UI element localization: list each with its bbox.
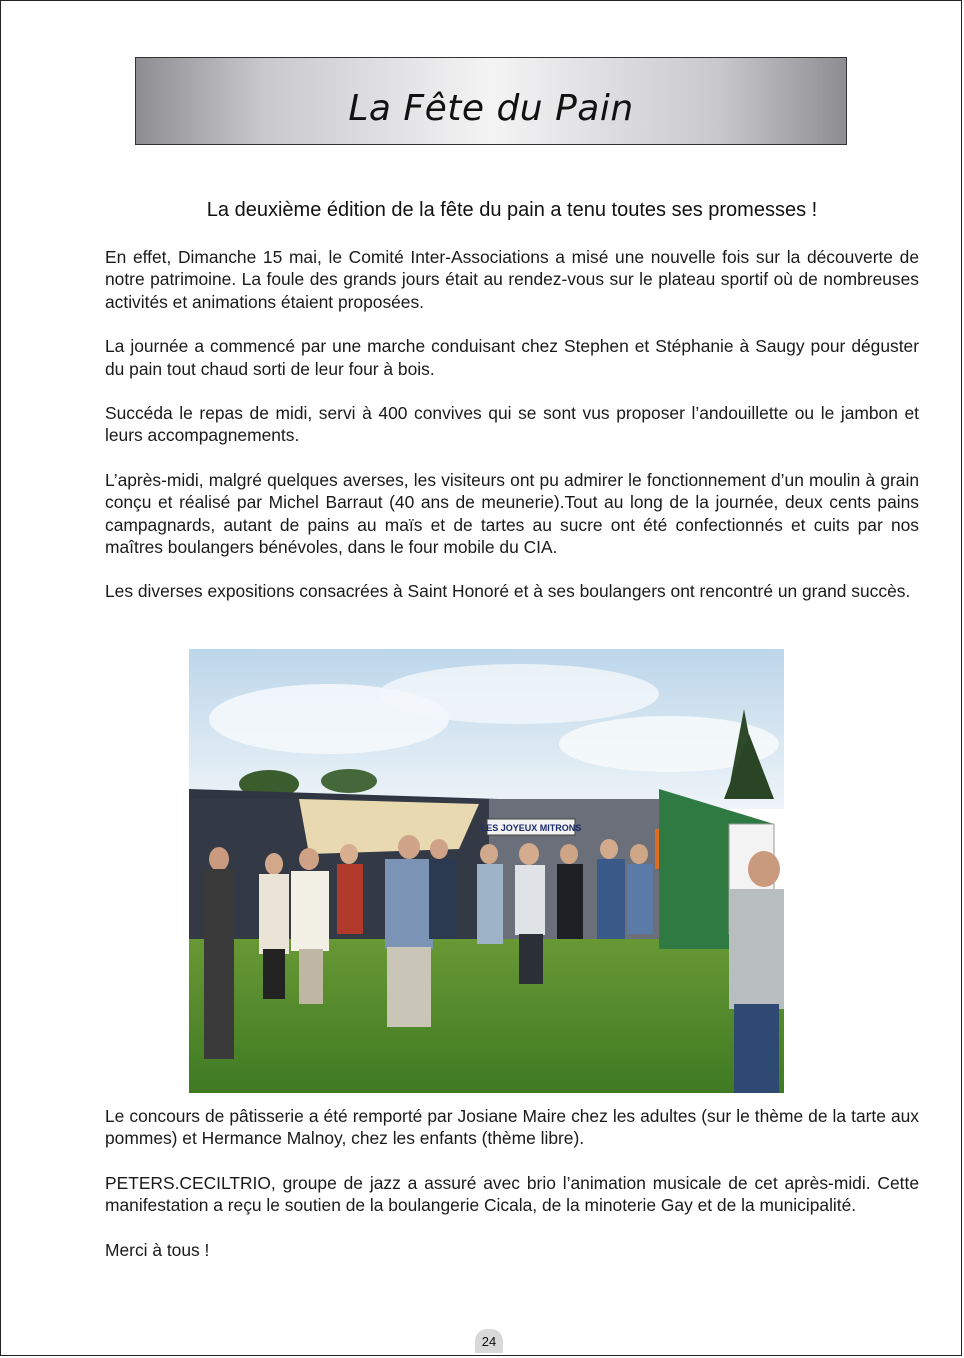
- page-number: 24: [475, 1329, 503, 1353]
- event-photo-illustration: [189, 649, 784, 1093]
- paragraph: La journée a commencé par une marche conduisant chez Stephen et Stéphanie à Saugy pour déguster du pain tout chaud sorti de leur four à bois.: [105, 336, 919, 379]
- paragraph: Les diverses expositions consacrées à Saint Honoré et à ses boulangers ont rencontré un grand succès.: [105, 581, 911, 602]
- article-body-bottom: [105, 1105, 919, 1283]
- page-title: La Fête du Pain: [348, 87, 634, 129]
- subtitle: La deuxième édition de la fête du pain a tenu toutes ses promesses !: [206, 199, 818, 221]
- paragraph: Succéda le repas de midi, servi à 400 convives qui se sont vus proposer l’andouillette ou le jambon et leurs accompagnements.: [105, 403, 919, 446]
- paragraph: Merci à tous !: [105, 1239, 210, 1260]
- paragraph: PETERS.CECILTRIO, groupe de jazz a assuré avec brio l’animation musicale de cet après-midi. Cette manifestation a reçu le soutien de la boulangerie Cicala, de la minoterie Gay et de la municipalité.: [105, 1172, 919, 1216]
- event-photo: [189, 649, 784, 1093]
- paragraph: Le concours de pâtisserie a été remporté par Josiane Maire chez les adultes (sur le thème de la tarte aux pommes) et Hermance Malnoy, chez les enfants (thème libre).: [105, 1106, 919, 1149]
- article-body-top: [105, 246, 919, 625]
- canopy: [299, 799, 479, 854]
- paragraph: En effet, Dimanche 15 mai, le Comité Inter-Associations a misé une nouvelle fois sur la découverte de notre patrimoine. La foule des grands jours était au rendez-vous sur le plateau sportif où de nombreuses activités et animations étaient proposées.: [105, 247, 919, 312]
- title-banner: [135, 57, 847, 145]
- paragraph: L’après-midi, malgré quelques averses, les visiteurs ont pu admirer le fonctionnement d’un moulin à grain conçu et réalisé par Michel Barraut (40 ans de meunerie).Tout au long de la journée, deux cents pains campagnards, autant de pains au maïs et de tartes au sucre ont été confectionnés et cuits par nos maîtres boulangers bénévoles, dans le four mobile du CIA.: [105, 469, 919, 558]
- banner-sign-text: LES JOYEUX MITRONS: [480, 823, 582, 833]
